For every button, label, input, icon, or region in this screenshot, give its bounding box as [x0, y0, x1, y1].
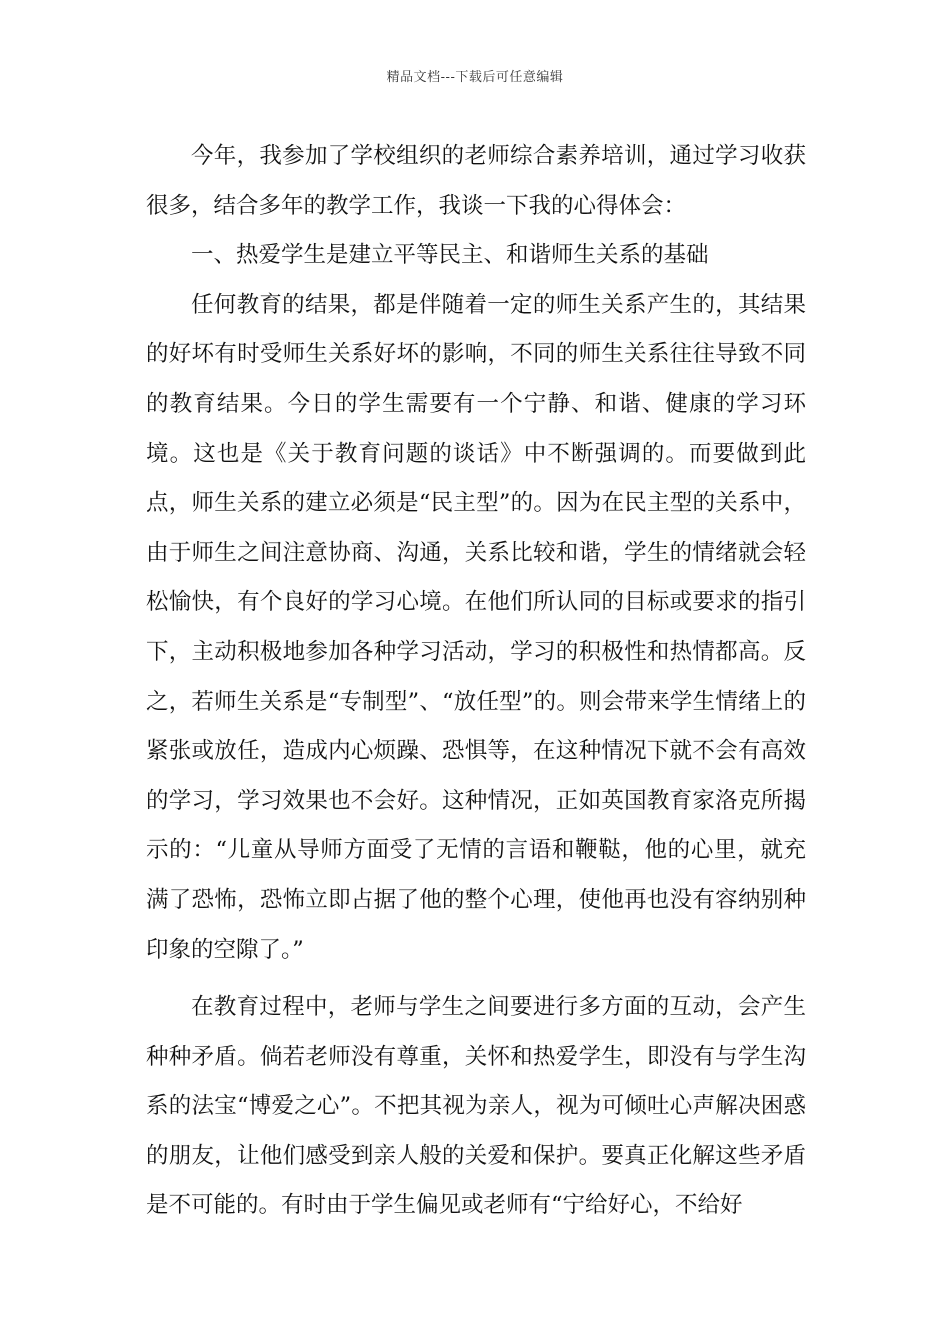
page-header: 精品文档---下载后可任意编辑 [386, 70, 564, 85]
paragraph-intro: 今年，我参加了学校组织的老师综合素养培训，通过学习收获很多，结合多年的教学工作，我谈一下我的心得体会： [146, 143, 806, 219]
document-body [146, 132, 806, 1231]
section-heading: 一、热爱学生是建立平等民主、和谐师生关系的基础 [191, 242, 709, 269]
paragraph-body: 任何教育的结果，都是伴随着一定的师生关系产生的，其结果的好坏有时受师生关系好坏的影响，不同的师生关系往往导致不同的教育结果。今日的学生需要有一个宁静、和谐、健康的学习环境。这也是《关于教育问题的谈话》中不断强调的。而要做到此点，师生关系的建立必须是“民主型”的。因为在民主型的关系中，由于师生之间注意协商、沟通，关系比较和谐，学生的情绪就会轻松愉快，有个良好的学习心境。在他们所认同的目标或要求的指引下，主动积极地参加各种学习活动，学习的积极性和热情都高。反之，若师生关系是“专制型”、“放任型”的。则会带来学生情绪上的紧张或放任，造成内心烦躁、恐惧等，在这种情况下就不会有高效的学习，学习效果也不会好。这种情况，正如英国教育家洛克所揭示的：“儿童从导师方面受了无情的言语和鞭鞑，他的心里，就充满了恐怖，恐怖立即占据了他的整个心理，使他再也没有容纳别种印象的空隙了。” [146, 291, 806, 963]
paragraph-body: 在教育过程中，老师与学生之间要进行多方面的互动，会产生种种矛盾。倘若老师没有尊重，关怀和热爱学生，即没有与学生沟系的法宝“博爱之心”。不把其视为亲人，视为可倾吐心声解决困惑的朋友，让他们感受到亲人般的关爱和保护。要真正化解这些矛盾是不可能的。有时由于学生偏见或老师有“宁给好心，不给好 [146, 994, 806, 1219]
